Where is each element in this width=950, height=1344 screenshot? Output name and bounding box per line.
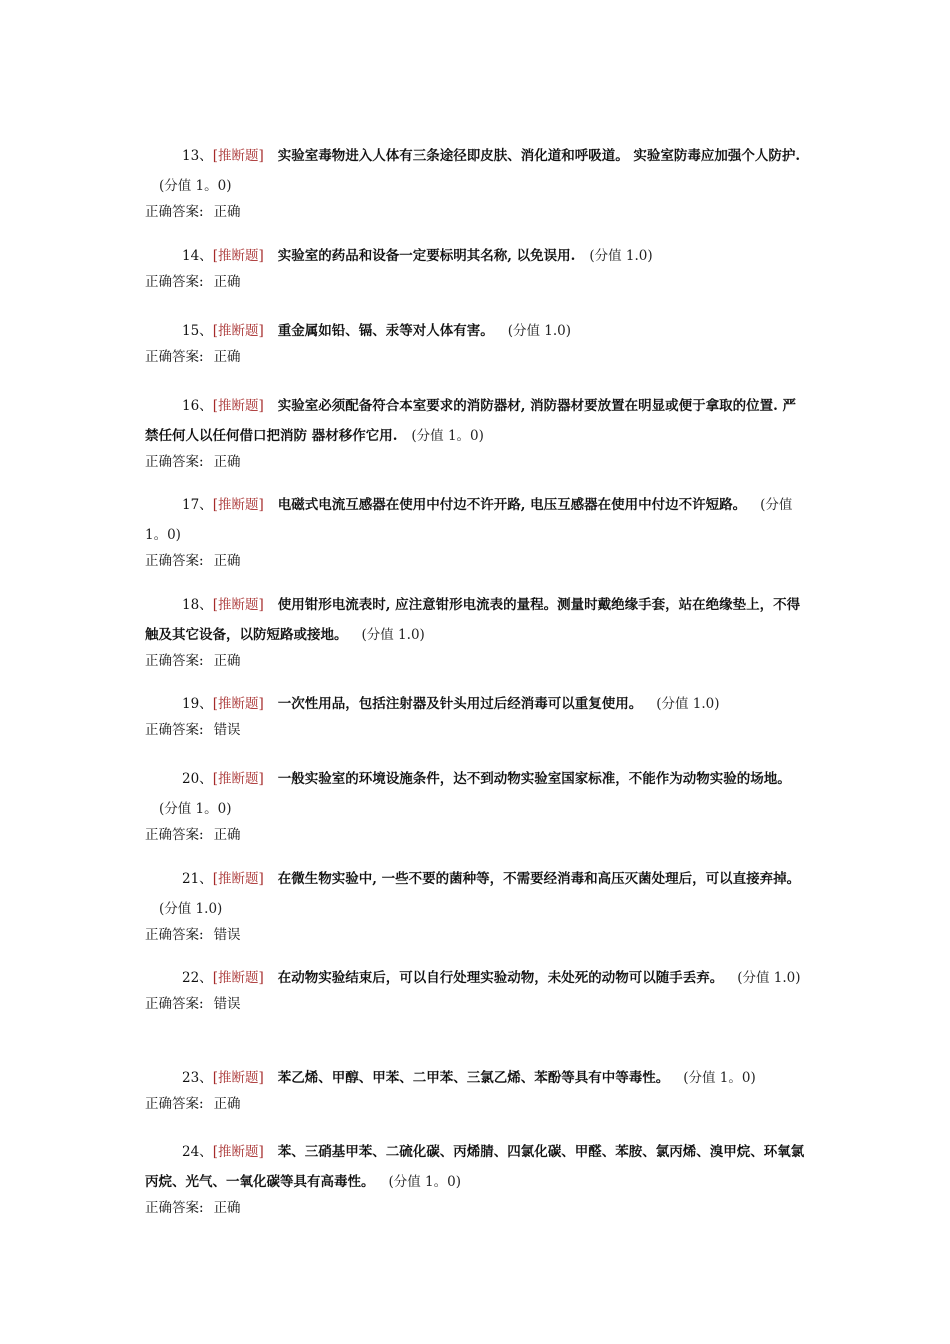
question-type-tag: [推断题] [212,871,264,887]
question-20 [145,764,805,846]
question-number: 15、 [182,323,213,339]
question-21 [145,864,805,946]
answer-value: 错误 [213,996,241,1012]
question-stem: 实验室毒物进入人体有三条途径即皮肤、消化道和呼吸道。 实验室防毒应加强个人防护. [277,148,801,164]
question-type-tag: [推断题] [212,398,264,414]
question-stem: 苯、三硝基甲苯、二硫化碳、丙烯腈、四氯化碳、甲醛、苯胺、氯丙烯、溴甲烷、环氧氯丙烷、光气、一氧化碳等具有高毒性。 [145,1144,805,1190]
answer-line [145,719,805,741]
question-text [145,590,805,650]
answer-value: 错误 [213,927,241,943]
question-number: 17、 [182,497,213,513]
question-24 [145,1137,805,1219]
answer-value: 正确 [213,553,241,569]
question-type-tag: [推断题] [212,497,264,513]
question-score: (分值 1.0) [656,696,720,712]
question-score: (分值 1。0) [145,497,793,543]
question-text [145,391,805,451]
question-stem: 一次性用品，包括注射器及针头用过后经消毒可以重复使用。 [277,696,643,712]
question-type-tag: [推断题] [212,771,264,787]
question-text [145,1063,805,1093]
question-score: (分值 1.0) [159,901,223,917]
question-score: (分值 1。0) [411,428,484,444]
question-type-tag: [推断题] [212,248,264,264]
question-stem: 重金属如铅、镉、汞等对人体有害。 [277,323,494,339]
answer-line [145,993,805,1015]
answer-label: 正确答案: [145,204,204,220]
question-13 [145,141,805,223]
answer-value: 正确 [213,1200,241,1216]
question-score: (分值 1。0) [683,1070,756,1086]
question-type-tag: [推断题] [212,597,264,613]
question-number: 20、 [182,771,213,787]
question-text [145,764,805,824]
question-stem: 使用钳形电流表时, 应注意钳形电流表的量程。测量时戴绝缘手套，站在绝缘垫上，不得触及其它设备，以防短路或接地。 [145,597,801,643]
question-number: 16、 [182,398,213,414]
question-text [145,1137,805,1197]
answer-value: 正确 [213,204,241,220]
question-stem: 在微生物实验中, 一些不要的菌种等，不需要经消毒和高压灭菌处理后，可以直接弃掉。 [277,871,801,887]
question-score: (分值 1.0) [737,970,801,986]
question-score: (分值 1。0) [388,1174,462,1190]
question-score: (分值 1。0) [159,801,232,817]
question-type-tag: [推断题] [212,1144,264,1160]
question-15 [145,316,805,368]
question-type-tag: [推断题] [212,970,264,986]
answer-label: 正确答案: [145,1200,204,1216]
answer-label: 正确答案: [145,827,204,843]
question-text [145,689,805,719]
question-22 [145,963,805,1015]
question-type-tag: [推断题] [212,1070,264,1086]
answer-value: 正确 [213,653,241,669]
question-number: 13、 [182,148,213,164]
question-score: (分值 1。0) [159,178,232,194]
answer-label: 正确答案: [145,454,204,470]
answer-value: 正确 [213,274,241,290]
answer-line [145,451,805,473]
answer-value: 正确 [213,349,241,365]
answer-value: 正确 [213,1096,241,1112]
question-stem: 电磁式电流互感器在使用中付边不许开路, 电压互感器在使用中付边不许短路。 [277,497,747,513]
question-number: 22、 [182,970,213,986]
answer-label: 正确答案: [145,349,204,365]
answer-value: 正确 [213,454,241,470]
answer-label: 正确答案: [145,274,204,290]
question-16 [145,391,805,473]
question-14 [145,241,805,293]
question-number: 24、 [182,1144,213,1160]
question-18 [145,590,805,672]
answer-label: 正确答案: [145,1096,204,1112]
answer-label: 正确答案: [145,996,204,1012]
answer-line [145,201,805,223]
question-text [145,241,805,271]
answer-line [145,271,805,293]
question-type-tag: [推断题] [212,696,264,712]
answer-label: 正确答案: [145,927,204,943]
question-score: (分值 1.0) [507,323,572,339]
question-text [145,490,805,550]
question-number: 23、 [182,1070,213,1086]
question-type-tag: [推断题] [212,323,264,339]
answer-line [145,550,805,572]
question-stem: 实验室的药品和设备一定要标明其名称, 以免误用. [277,248,576,264]
answer-line [145,1093,805,1115]
question-19 [145,689,805,741]
question-stem: 实验室必须配备符合本室要求的消防器材, 消防器材要放置在明显或便于拿取的位置. 严禁任何人以任何借口把消防 器材移作它用. [145,398,797,444]
question-text [145,316,805,346]
answer-label: 正确答案: [145,553,204,569]
answer-label: 正确答案: [145,653,204,669]
question-stem: 苯乙烯、甲醇、甲苯、二甲苯、三氯乙烯、苯酚等具有中等毒性。 [277,1070,670,1086]
question-23 [145,1063,805,1115]
question-type-tag: [推断题] [212,148,264,164]
question-number: 21、 [182,871,213,887]
question-stem: 一般实验室的环境设施条件，达不到动物实验室国家标准，不能作为动物实验的场地。 [277,771,791,787]
question-score: (分值 1.0) [361,627,425,643]
answer-line [145,1197,805,1219]
question-score: (分值 1.0) [589,248,653,264]
question-text [145,864,805,924]
question-stem: 在动物实验结束后，可以自行处理实验动物，未处死的动物可以随手丢弃。 [277,970,724,986]
question-text [145,141,805,201]
question-number: 14、 [182,248,213,264]
question-text [145,963,805,993]
answer-line [145,650,805,672]
answer-line [145,824,805,846]
answer-line [145,924,805,946]
answer-line [145,346,805,368]
question-number: 18、 [182,597,213,613]
question-number: 19、 [182,696,213,712]
answer-value: 错误 [213,722,241,738]
answer-value: 正确 [213,827,241,843]
question-17 [145,490,805,572]
answer-label: 正确答案: [145,722,204,738]
